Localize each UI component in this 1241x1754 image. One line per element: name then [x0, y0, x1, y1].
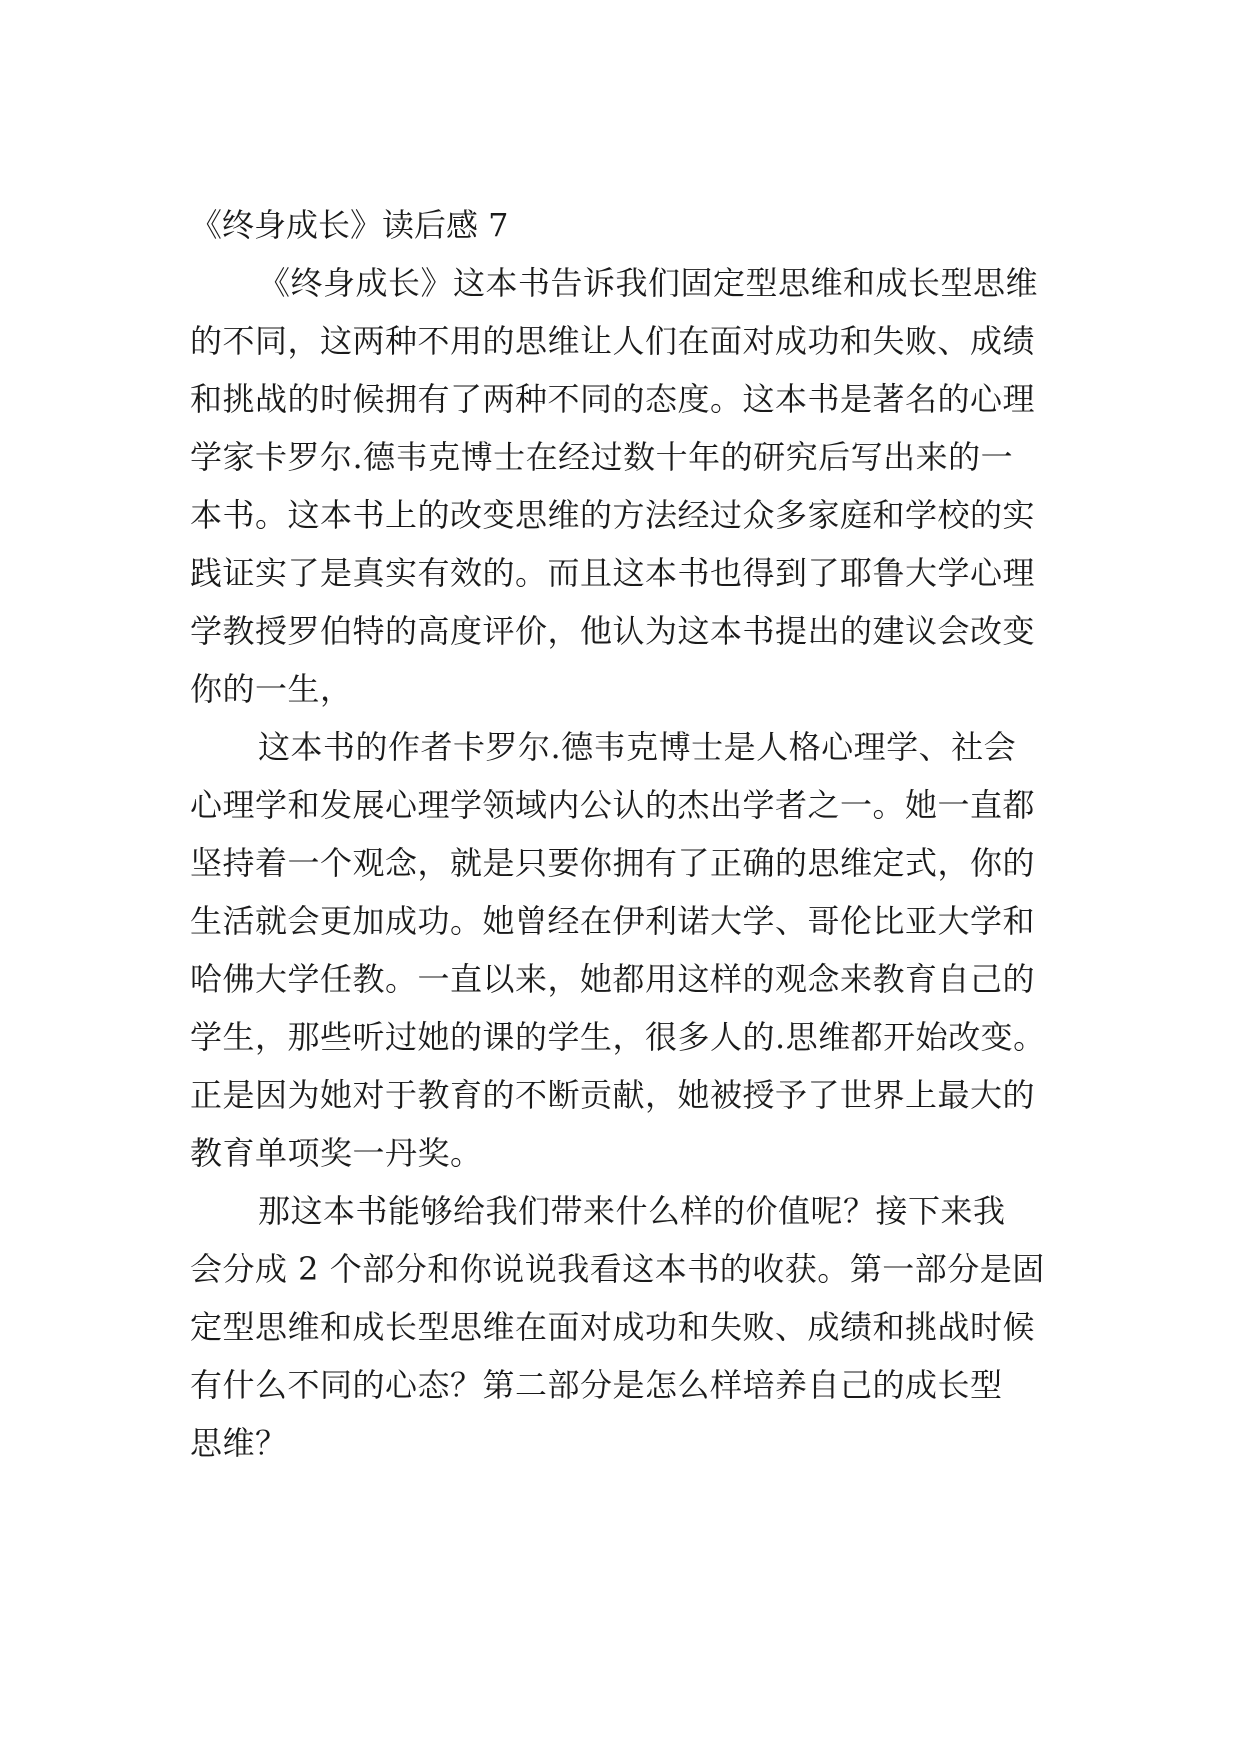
paragraph-line: 那这本书能够给我们带来什么样的价值呢？接下来我 [258, 1192, 1006, 1230]
paragraph-2 [190, 718, 1054, 1182]
paragraph-line: 学家卡罗尔.德韦克博士在经过数十年的研究后写出来的一 [190, 438, 1014, 476]
document-body [190, 196, 1054, 1472]
paragraph-line: 这本书的作者卡罗尔.德韦克博士是人格心理学、社会 [258, 728, 1017, 766]
paragraph-line: 有什么不同的心态？第二部分是怎么样培养自己的成长型 [190, 1366, 1003, 1404]
paragraph-line: 的不同，这两种不用的思维让人们在面对成功和失败、成绩 [190, 322, 1036, 360]
paragraph-line: 生活就会更加成功。她曾经在伊利诺大学、哥伦比亚大学和 [190, 902, 1036, 940]
paragraph-line: 学教授罗伯特的高度评价，他认为这本书提出的建议会改变 [190, 612, 1036, 650]
paragraph-line: 会分成 2 个部分和你说说我看这本书的收获。第一部分是固 [190, 1250, 1045, 1288]
paragraph-line: 本书。这本书上的改变思维的方法经过众多家庭和学校的实 [190, 496, 1036, 534]
document-title: 《终身成长》读后感 7 [190, 206, 509, 244]
paragraph-1 [190, 254, 1054, 718]
paragraph-line: 心理学和发展心理学领域内公认的杰出学者之一。她一直都 [190, 786, 1036, 824]
paragraph-line: 定型思维和成长型思维在面对成功和失败、成绩和挑战时候 [190, 1308, 1036, 1346]
paragraph-line: 教育单项奖一丹奖。 [190, 1134, 483, 1172]
paragraph-line: 坚持着一个观念，就是只要你拥有了正确的思维定式，你的 [190, 844, 1036, 882]
paragraph-line: 《终身成长》这本书告诉我们固定型思维和成长型思维 [258, 264, 1039, 302]
paragraph-line: 正是因为她对于教育的不断贡献，她被授予了世界上最大的 [190, 1076, 1036, 1114]
paragraph-line: 和挑战的时候拥有了两种不同的态度。这本书是著名的心理 [190, 380, 1036, 418]
paragraph-line: 哈佛大学任教。一直以来，她都用这样的观念来教育自己的 [190, 960, 1036, 998]
paragraph-line: 学生，那些听过她的课的学生，很多人的.思维都开始改变。 [190, 1018, 1046, 1056]
paragraph-line: 践证实了是真实有效的。而且这本书也得到了耶鲁大学心理 [190, 554, 1036, 592]
paragraph-3 [190, 1182, 1054, 1472]
paragraph-line: 你的一生， [190, 670, 353, 708]
paragraph-line: 思维？ [190, 1424, 288, 1462]
